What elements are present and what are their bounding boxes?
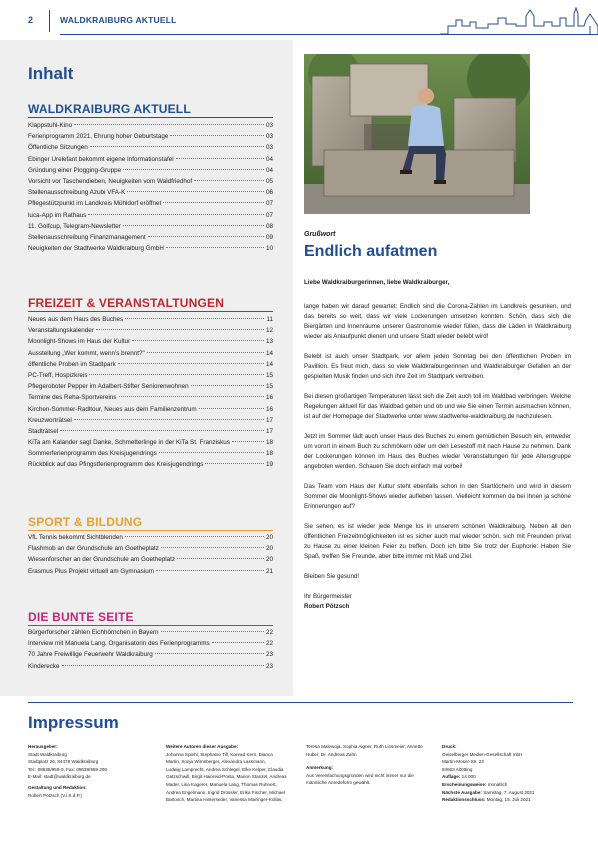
- toc-list-bunte-seite: [28, 627, 273, 672]
- impressum-column-authors-cont: [306, 743, 432, 787]
- impressum-line: Martin-Moser-Str. 23: [442, 759, 484, 765]
- toc-leader-dots: [119, 396, 264, 397]
- toc-leader-dots: [194, 180, 264, 181]
- toc-section-title-sport: SPORT & BILDUNG: [28, 515, 143, 529]
- toc-entry-title: Neuigkeiten der Stadtwerke Waldkraiburg GmbH: [28, 245, 164, 253]
- toc-entry-title: Interview mit Manuela Lang, Organisatorin des Ferienprogramms: [28, 640, 210, 648]
- toc-entry-title: Erasmus Plus Projekt virtuell am Gymnasium: [28, 567, 154, 575]
- toc-entry-page: 20: [265, 545, 273, 553]
- toc-entry-title: 70 Jahre Freiwillige Feuerwehr Waldkraiburg: [28, 651, 153, 659]
- article-paragraph: Belebt ist auch unser Stadtpark, vor allem jeden Sonntag bei den öffentlichen Proben im Pavillion. Es freut mich, dass so viele Waldkraiburgerinnen und Waldkraiburger Gefallen an der gespielten Musik finden und sich ihre Zeit im Stadtpark vertreiben.: [304, 353, 571, 380]
- header-title: WALDKRAIBURG AKTUELL: [60, 15, 177, 25]
- toc-entry[interactable]: [28, 392, 273, 403]
- impressum-label: Herausgeber:: [28, 744, 58, 749]
- toc-entry-title: Ausstellung „Wer kommt, wenn's brennt?": [28, 349, 145, 357]
- impressum-line: männliche Anredeform gewählt.: [306, 780, 371, 786]
- toc-entry[interactable]: [28, 437, 273, 448]
- impressum-line: Bartosch, Martina Hinterseder, Vanessa Mairinger-Kollas,: [166, 797, 283, 803]
- toc-entry[interactable]: [28, 448, 273, 459]
- toc-entry[interactable]: [28, 187, 273, 198]
- impressum-value: Montag, 19. Juli 2021: [486, 797, 531, 803]
- toc-entry-page: 13: [265, 338, 273, 346]
- toc-section-rule: [28, 625, 273, 626]
- article-body: [304, 278, 571, 612]
- toc-entry-page: 15: [265, 371, 273, 379]
- toc-entry[interactable]: [28, 627, 273, 638]
- toc-entry-title: Rückblick auf das Pfingstferienprogramm des Kreisjugendrings: [28, 461, 204, 469]
- toc-entry-title: Ferienprogramm 2021, Ehrung hoher Geburtstage: [28, 133, 169, 141]
- toc-entry[interactable]: [28, 232, 273, 243]
- toc-entry-title: Vorsicht vor Taschendieben, Neuigkeiten vom Waldfriedhof: [28, 177, 193, 185]
- toc-leader-dots: [199, 408, 264, 409]
- toc-leader-dots: [147, 352, 264, 353]
- toc-entry-page: 14: [265, 360, 273, 368]
- toc-section-rule: [28, 117, 273, 118]
- toc-entry-page: 06: [265, 189, 273, 197]
- impressum-label: Gestaltung und Redaktion:: [28, 784, 87, 790]
- toc-entry-page: 22: [265, 629, 273, 636]
- impressum-line: 84503 Altötting: [442, 766, 473, 772]
- toc-entry[interactable]: [28, 336, 273, 347]
- toc-entry-title: KiTa am Kalander sagt Danke, Schmetterlinge in der KiTa St. Franziskus: [28, 439, 230, 447]
- toc-entry[interactable]: [28, 198, 273, 209]
- article-paragraph: Bei diesen großartigen Temperaturen lässt sich die Zeit auch toll im Waldbad verbringen. Welche Regelungen aktuell für das Waldbad gelten und ob und wie Sie einen Termin ausmachen können, ist auf der Homepage der Stadtwerke unter www.stadtwerke-waldkraiburg.de nachzulesen.: [304, 393, 571, 420]
- impressum-rule: [28, 702, 573, 703]
- toc-entry[interactable]: [28, 532, 273, 543]
- impressum-column-publisher: [28, 743, 153, 799]
- impressum-line: Martin, Sonja Wirnsberger, Alexandra Lassmann,: [166, 759, 266, 765]
- toc-leader-dots: [148, 236, 264, 237]
- toc-leader-dots: [60, 430, 264, 431]
- impressum-label: Erscheinungsweise:: [442, 781, 487, 787]
- table-of-contents: [0, 40, 293, 696]
- toc-entry-page: 18: [265, 450, 273, 458]
- impressum-label: Anmerkung:: [306, 765, 334, 771]
- impressum: [0, 696, 598, 845]
- mayor-photo: [304, 54, 530, 214]
- impressum-value: monatlich: [487, 781, 508, 787]
- toc-title: Inhalt: [28, 64, 74, 83]
- toc-entry-title: Veranstaltungskalender: [28, 327, 94, 335]
- toc-entry-page: 09: [265, 233, 273, 241]
- impressum-value: Samstag, 7. August 2021: [483, 789, 535, 795]
- toc-entry-title: Neues aus dem Haus des Buches: [28, 316, 124, 323]
- toc-entry-page: 03: [265, 122, 273, 129]
- toc-entry-page: 03: [265, 144, 273, 152]
- impressum-value: 14.000: [461, 774, 476, 780]
- toc-entry-page: 23: [265, 651, 273, 659]
- toc-leader-dots: [132, 340, 264, 341]
- toc-entry-page: 03: [265, 133, 273, 141]
- toc-leader-dots: [232, 441, 264, 442]
- toc-leader-dots: [125, 318, 264, 319]
- toc-leader-dots: [155, 653, 264, 654]
- toc-entry[interactable]: [28, 543, 273, 554]
- impressum-line: Mader, Lisa Kagerer, Manuela Lang, Thomas Ruhnert,: [166, 781, 277, 787]
- impressum-line: Robert Pötzsch (V.i.S.d.P.): [28, 792, 82, 798]
- toc-leader-dots: [212, 642, 264, 643]
- toc-entry-page: 07: [265, 211, 273, 219]
- impressum-label: Redaktionsschluss:: [442, 797, 486, 803]
- toc-entry-page: 08: [265, 222, 273, 230]
- toc-section-rule: [28, 530, 273, 531]
- article-paragraph: Jetzt im Sommer lädt auch unser Haus des Buches zu einem gemütlichen Besuch ein, entweder um vorort in einem Buch zu schmökern oder um den Lesestoff mit nach Hause zu nehmen. Dank der Lockerungen können im Haus des Buches wieder Veranstaltungen für jede Altersgruppe angeboten werden. Schauen Sie doch einfach mal vorbei!: [304, 433, 571, 470]
- impressum-line: Geiselberger Medien-Gesellschaft mbH: [442, 751, 523, 757]
- impressum-line: Stadtplatz 26, 84478 Waldkraiburg: [28, 759, 99, 765]
- toc-list-sport: [28, 532, 273, 577]
- toc-leader-dots: [156, 570, 264, 571]
- toc-entry[interactable]: [28, 566, 273, 577]
- toc-entry[interactable]: [28, 638, 273, 649]
- toc-entry[interactable]: [28, 359, 273, 370]
- toc-entry-page: 05: [265, 177, 273, 185]
- signature-role: Ihr Bürgermeister: [304, 593, 352, 600]
- impressum-line: Andrea Engelmann, Ingrid Drossler, Erika Fischer, Michael: [166, 789, 285, 795]
- toc-entry-page: 22: [265, 640, 273, 648]
- article-paragraph: Das Team vom Haus der Kultur steht ebenfalls schon in den Startlöchern und wird in diesem Sommer die Moonlight-Shows wieder aufleben lassen. Vielleicht kommen da bei Ihnen ja schöne Erinnerungen auf?: [304, 483, 571, 510]
- toc-entry-title: Termine des Reha-Sportvereins: [28, 394, 117, 402]
- toc-leader-dots: [176, 158, 264, 159]
- toc-entry-title: VfL Tennis bekommt Sichtblenden: [28, 534, 123, 541]
- toc-leader-dots: [127, 191, 264, 192]
- impressum-title: Impressum: [28, 713, 119, 732]
- toc-entry[interactable]: [28, 221, 273, 232]
- toc-entry[interactable]: [28, 404, 273, 415]
- impressum-column-authors: [166, 743, 298, 804]
- toc-entry-title: 11. Golfcup, Telegram-Newsletter: [28, 222, 121, 230]
- impressum-line: Gatzschwill, Birgit Hainreid-Posta, Marion Stanzel, Andreas: [166, 774, 287, 780]
- impressum-label: Weitere Autoren dieser Ausgabe:: [166, 744, 239, 749]
- header-separator: [49, 10, 50, 32]
- toc-leader-dots: [161, 547, 264, 548]
- toc-entry-page: 17: [265, 416, 273, 424]
- toc-leader-dots: [90, 146, 264, 147]
- impressum-line: Ludwig Lamprecht, Andrea Schlegel, Elke Kelper, Claudia: [166, 766, 284, 772]
- toc-entry-page: 04: [265, 155, 273, 163]
- toc-entry-title: Wiesenforscher an der Grundschule am Goetheplatz: [28, 556, 176, 564]
- toc-leader-dots: [161, 631, 264, 632]
- toc-list-freizeit: [28, 314, 273, 471]
- toc-entry[interactable]: [28, 348, 273, 359]
- toc-entry-page: 11: [266, 316, 273, 323]
- article-paragraph: Sie sehen, es ist wieder jede Menge los in unserem schönen Waldkraiburg. Neben all den öffentlichen Freizeitmöglichkeiten ist es sicher auch mal wieder schön, sich mit Freunden privat zu Hause zu einer kleinen Feier zu treffen. Doch ich bitte Sie trotz der Euphorie: Haben Sie Spaß, treffen Sie Freunde, aber bitte immer mit Maß und Ziel.: [304, 523, 571, 560]
- signature-name: Robert Pötzsch: [304, 603, 350, 610]
- toc-entry-title: Bürgerforscher zählen Eichhörnchen in Bayern: [28, 629, 159, 636]
- impressum-line: Huber, Dr. Andreas Zahn: [306, 751, 357, 757]
- toc-entry-page: 04: [265, 166, 273, 174]
- toc-entry-page: 21: [265, 567, 273, 575]
- toc-entry-title: Pflegestützpunkt im Landkreis Mühldorf eröffnet: [28, 200, 162, 208]
- toc-entry-page: 23: [265, 662, 273, 670]
- toc-leader-dots: [123, 169, 264, 170]
- toc-entry[interactable]: [28, 381, 273, 392]
- toc-entry[interactable]: [28, 243, 273, 254]
- city-skyline-icon: [440, 4, 598, 36]
- toc-entry[interactable]: [28, 154, 273, 165]
- toc-entry-page: 19: [265, 461, 273, 469]
- toc-entry-title: Moonlight-Shows im Haus der Kultur: [28, 338, 131, 346]
- toc-entry-page: 20: [265, 556, 273, 564]
- toc-entry[interactable]: [28, 314, 273, 325]
- toc-leader-dots: [205, 463, 264, 464]
- impressum-line: Aus Vereinfachungsgründen wird nicht immer nur die: [306, 772, 414, 778]
- impressum-line: Teresa Malewoja, Sophia Aigner, Ruth Linsmeier, Annette: [306, 744, 423, 749]
- toc-entry[interactable]: [28, 649, 273, 660]
- toc-leader-dots: [62, 665, 264, 666]
- toc-leader-dots: [125, 536, 264, 537]
- toc-section-title-waldkraiburg: WALDKRAIBURG AKTUELL: [28, 102, 191, 116]
- impressum-label: Auflage:: [442, 774, 461, 780]
- toc-entry-title: Pflegeroboter Pepper im Adalbert-Stifter Seniorenwohnen: [28, 383, 189, 391]
- toc-leader-dots: [88, 214, 264, 215]
- toc-leader-dots: [96, 329, 264, 330]
- toc-entry[interactable]: [28, 120, 273, 131]
- toc-entry[interactable]: [28, 415, 273, 426]
- toc-leader-dots: [191, 385, 264, 386]
- page-number: 2: [28, 15, 34, 25]
- toc-entry[interactable]: [28, 142, 273, 153]
- toc-entry[interactable]: [28, 165, 273, 176]
- toc-entry[interactable]: [28, 661, 273, 672]
- toc-entry-page: 15: [265, 383, 273, 391]
- toc-entry-title: Stadträtsel: [28, 427, 59, 435]
- toc-entry-title: Flashmob an der Grundschule am Goetheplatz: [28, 545, 159, 553]
- toc-entry[interactable]: [28, 370, 273, 381]
- impressum-label: Druck:: [442, 744, 457, 749]
- toc-entry-title: Klappstuhl-Kino: [28, 122, 73, 129]
- impressum-line: E-Mail: stadt@waldkraiburg.de: [28, 774, 91, 780]
- article-paragraph: lange haben wir darauf gewartet: Endlich sind die Corona-Zahlen im Landkreis gesunken, und das bereits so weit, dass wir viele Lockerungen umsetzen konnten. Schön, dass sich die Biergärten und Innenräume unserer Gastronomie wieder füllen, dass die Läden in Waldkraiburg wieder als Anlaufpunkt dienen und unsere Stadt wieder belebt wird!: [304, 303, 571, 340]
- toc-entry-title: Kirchen-Sommer-Radltour, Neues aus dem Familienzentrum: [28, 405, 197, 413]
- article-headline: Endlich aufatmen: [304, 243, 438, 260]
- impressum-line: Johanna Spiehl, Stephanie Till, Konrad Kern, Bianca: [166, 751, 273, 757]
- toc-entry-page: 14: [265, 349, 273, 357]
- article-kicker: Grußwort: [304, 231, 336, 238]
- toc-leader-dots: [177, 558, 264, 559]
- impressum-line: Tel.: 08638/959-0, Fax: 08638/959 200: [28, 766, 107, 772]
- page-header: [0, 0, 598, 40]
- toc-entry[interactable]: [28, 210, 273, 221]
- toc-leader-dots: [166, 247, 264, 248]
- toc-entry-title: Stellenausschreibung Finanzmanagement: [28, 233, 146, 241]
- toc-leader-dots: [159, 452, 264, 453]
- toc-leader-dots: [89, 374, 264, 375]
- toc-list-waldkraiburg: [28, 120, 273, 254]
- toc-entry[interactable]: [28, 459, 273, 470]
- toc-entry-title: Kinderecke: [28, 662, 60, 670]
- toc-entry[interactable]: [28, 131, 273, 142]
- toc-entry-page: 18: [265, 439, 273, 447]
- toc-section-title-bunte-seite: DIE BUNTE SEITE: [28, 610, 134, 624]
- toc-entry[interactable]: [28, 325, 273, 336]
- toc-entry-title: luca-App im Rathaus: [28, 211, 87, 219]
- toc-entry-title: Gründung einer Plogging-Gruppe: [28, 166, 122, 174]
- toc-entry-page: 12: [265, 327, 273, 335]
- toc-leader-dots: [74, 419, 264, 420]
- toc-entry-title: Stellenausschreibung Azubi VFA-K: [28, 189, 126, 197]
- toc-entry-title: Sommerferienprogramm des Kreisjugendrings: [28, 450, 157, 458]
- article-paragraph: Bleiben Sie gesund!: [304, 573, 360, 580]
- impressum-line: Stadt Waldkraiburg: [28, 751, 67, 757]
- toc-entry-page: 17: [265, 427, 273, 435]
- toc-entry-page: 16: [265, 394, 273, 402]
- toc-leader-dots: [74, 124, 264, 125]
- toc-entry[interactable]: [28, 554, 273, 565]
- toc-entry-title: öffentliche Proben im Stadtpark: [28, 360, 116, 368]
- toc-leader-dots: [118, 363, 264, 364]
- toc-entry-title: PC-Treff, Hospizkreis: [28, 371, 88, 379]
- article-salutation: Liebe Waldkraiburgerinnen, liebe Waldkraiburger,: [304, 279, 450, 286]
- toc-entry-page: 07: [265, 200, 273, 208]
- toc-entry-page: 20: [265, 534, 273, 541]
- impressum-label: Nächste Ausgabe:: [442, 789, 482, 795]
- toc-leader-dots: [123, 225, 264, 226]
- toc-leader-dots: [163, 202, 264, 203]
- toc-entry[interactable]: [28, 426, 273, 437]
- toc-entry-title: Kreuzworträtsel: [28, 416, 72, 424]
- toc-entry-title: Öffentliche Sitzungen: [28, 144, 88, 152]
- toc-entry-page: 10: [265, 245, 273, 253]
- toc-leader-dots: [170, 135, 264, 136]
- toc-section-rule: [28, 311, 273, 312]
- toc-section-title-freizeit: FREIZEIT & VERANSTALTUNGEN: [28, 296, 225, 310]
- toc-entry-title: Ebinger Urelefant bekommt eigene Informationstafel: [28, 155, 174, 163]
- impressum-column-print: [442, 743, 582, 804]
- toc-entry-page: 16: [265, 405, 273, 413]
- toc-entry[interactable]: [28, 176, 273, 187]
